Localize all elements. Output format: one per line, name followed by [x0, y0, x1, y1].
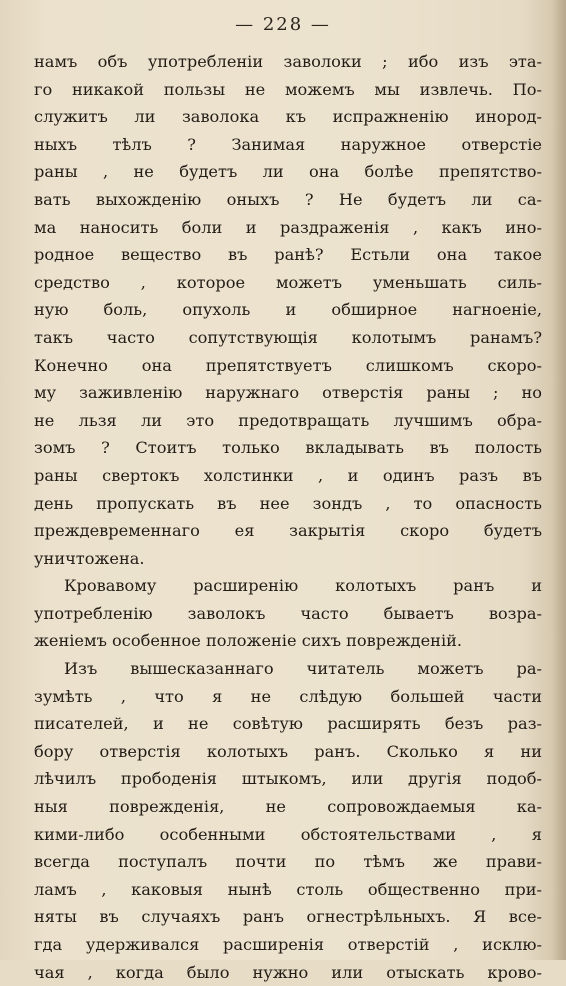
text-line: служитъ ли заволока къ испражненію инород-: [34, 107, 542, 127]
text-line: зумѣть , что я не слѣдую большей части: [34, 686, 542, 706]
text-line: Конечно она препятствуетъ слишкомъ скоро-: [34, 355, 542, 375]
text-line: раны , не будетъ ли она болѣе препятство-: [34, 162, 542, 182]
text-line: день пропускать въ нее зондъ , то опасность: [34, 493, 542, 513]
text-line: ламъ , каковыя нынѣ столь общественно при-: [34, 879, 542, 899]
text-line: кими-либо особенными обстоятельствами , я: [34, 824, 542, 844]
text-line: му заживленію наружнаго отверстія раны ; но: [34, 383, 542, 403]
text-line: гда удерживался расширенія отверстій , исклю-: [34, 935, 542, 954]
text-line: преждевременнаго ея закрытія скоро будетъ: [34, 521, 542, 541]
text-line: употребленію заволокъ часто бываетъ возра-: [34, 603, 542, 623]
text-line: Изъ вышесказаннаго читатель можетъ ра-: [64, 659, 542, 679]
text-line: женіемъ особенное положеніе сихъ поврежденій.: [34, 631, 463, 651]
text-line: ныхъ тѣлъ ? Занимая наружное отверстіе: [34, 134, 542, 154]
text-line: чая , когда было нужно или отыскать крово-: [34, 962, 542, 982]
text-line: зомъ ? Стоитъ только вкладывать въ полость: [34, 438, 542, 458]
text-line: намъ объ употребленіи заволоки ; ибо изъ эта-: [34, 52, 542, 71]
text-line: бору отверстія колотыхъ ранъ. Сколько я ни: [34, 741, 542, 761]
text-line: ма наносить боли и раздраженія , какъ ино-: [34, 217, 542, 237]
text-line: не льзя ли это предотвращать лучшимъ обра-: [34, 410, 542, 430]
text-line: го никакой пользы не можемъ мы извлечь. По-: [34, 79, 542, 99]
page-number: — 228 —: [235, 14, 331, 35]
text-line: уничтожена.: [34, 548, 145, 568]
text-line: такъ часто сопутствующія колотымъ ранамъ?: [34, 327, 542, 347]
text-line: писателей, и не совѣтую расширять безъ раз-: [34, 714, 542, 734]
text-line: ныя поврежденія, не сопровождаемыя ка-: [34, 797, 542, 817]
text-line: вать выхожденію оныхъ ? Не будетъ ли са-: [34, 189, 542, 209]
text-line: няты въ случаяхъ ранъ огнестрѣльныхъ. Я все-: [34, 907, 542, 927]
text-line: средство , которое можетъ уменьшать силь-: [34, 272, 542, 292]
page-edge-shadow: [552, 0, 566, 960]
text-line: раны свертокъ холстинки , и одинъ разъ въ: [34, 465, 542, 485]
text-line: ную боль, опухоль и обширное нагноеніе,: [34, 300, 542, 320]
text-line: родное вещество въ ранѣ? Естьли она такое: [34, 245, 542, 265]
text-line: лѣчилъ прободенія штыкомъ, или другія подоб-: [34, 769, 542, 789]
body-text: [34, 48, 542, 986]
text-line: Кровавому расширенію колотыхъ ранъ и: [64, 576, 542, 596]
text-line: всегда поступалъ почти по тѣмъ же прави-: [34, 852, 542, 872]
